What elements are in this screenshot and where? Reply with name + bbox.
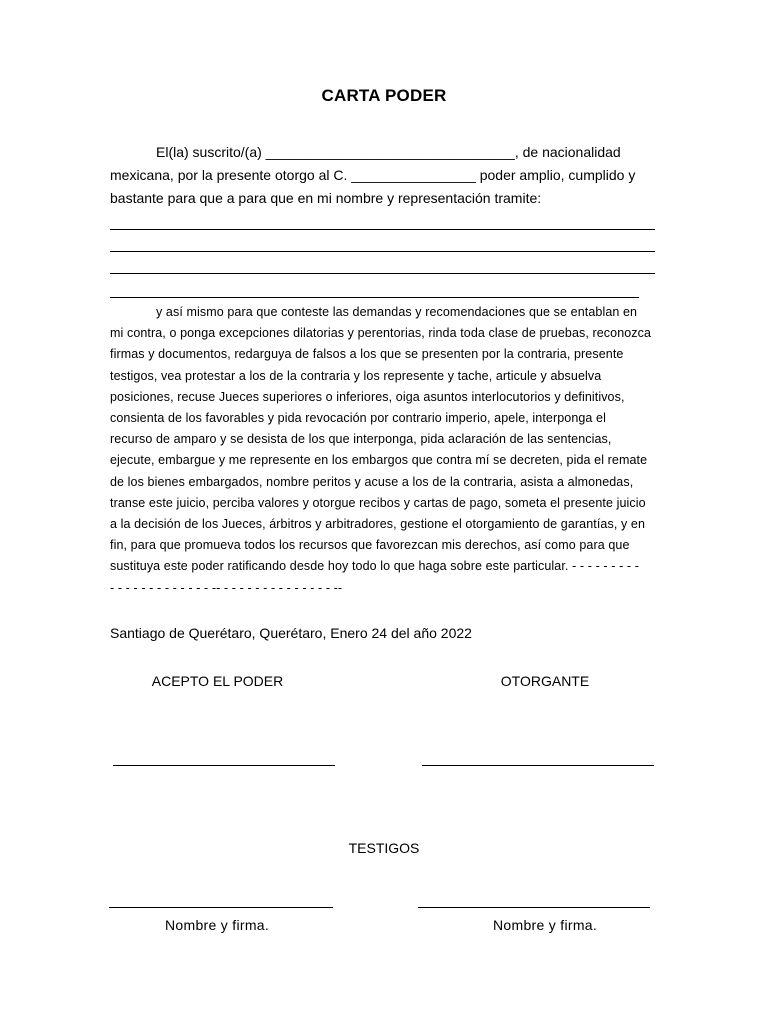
intro-paragraph [110, 141, 655, 210]
witness-2-caption: Nombre y firma. [493, 917, 598, 933]
body-line: y así mismo para que conteste las demandas y recomendaciones que se entablan en [156, 305, 638, 319]
document-title: CARTA PODER [321, 86, 447, 105]
intro-line-3: bastante para que a para que en mi nombre y representación tramite: [110, 190, 542, 206]
body-line: fin, para que promueva todos los recursos que favorezcan mis derechos, así como para que [110, 538, 630, 553]
witness-2-signature-line [418, 907, 650, 908]
blank-fill-line-3 [110, 273, 655, 274]
blank-fill-line-4 [110, 297, 639, 298]
accept-power-label: ACEPTO EL PODER [151, 673, 284, 689]
intro-line-2: mexicana, por la presente otorgo al C. ________________ poder amplio, cumplido y [110, 167, 636, 183]
witness-1-signature-line [109, 907, 333, 908]
body-line: testigos, vea protestar a los de la contraria y los represente y tache, articule y absuelva [110, 368, 602, 383]
body-line: sustituya este poder ratificando desde hoy todo lo que haga sobre este particular. - - - - - - - - - [110, 559, 640, 574]
blank-fill-line-1 [110, 229, 655, 230]
grantor-signature-line [422, 765, 654, 766]
body-line: transe este juicio, perciba valores y otorgue recibos y cartas de pago, someta el presente juicio [110, 495, 646, 510]
powers-paragraph [110, 302, 655, 599]
accept-signature-line [113, 765, 335, 766]
body-line: - - - - - - - - - - - - - -- - - - - - - - - - - - - - - -- [110, 580, 343, 595]
body-line: posiciones, recuse Jueces superiores o inferiores, oiga asuntos interlocutorios y definitivos, [110, 389, 625, 404]
body-line: firmas y documentos, redarguya de falsos a los que se presenten por la contraria, presente [110, 347, 624, 362]
witnesses-label: TESTIGOS [348, 840, 420, 856]
body-line: a la decisión de los Jueces, árbitros y arbitradores, gestione el otorgamiento de garantías, y en [110, 517, 645, 532]
body-line: de los bienes embargados, nombre peritos y acuse a los de la contraria, asista a almonedas, [110, 474, 634, 489]
place-and-date: Santiago de Querétaro, Querétaro, Enero 24 del año 2022 [110, 625, 472, 641]
body-line: ejecute, embargue y me represente en los embargos que contra mí se decreten, pida el remate [110, 453, 648, 468]
body-line: mi contra, o ponga excepciones dilatorias y perentorias, rinda toda clase de pruebas, reconozca [110, 326, 652, 341]
grantor-label: OTORGANTE [500, 673, 590, 689]
body-line: recurso de amparo y se desista de los que interponga, pida aclaración de las sentencias, [110, 432, 612, 447]
witness-1-caption: Nombre y firma. [165, 917, 270, 933]
blank-fill-line-2 [110, 251, 655, 252]
body-line: consienta de los favorables y pida revocación por contrario imperio, apele, interponga el [110, 411, 606, 426]
intro-line-1: El(la) suscrito/(a) ________________________________, de nacionalidad [156, 144, 621, 160]
